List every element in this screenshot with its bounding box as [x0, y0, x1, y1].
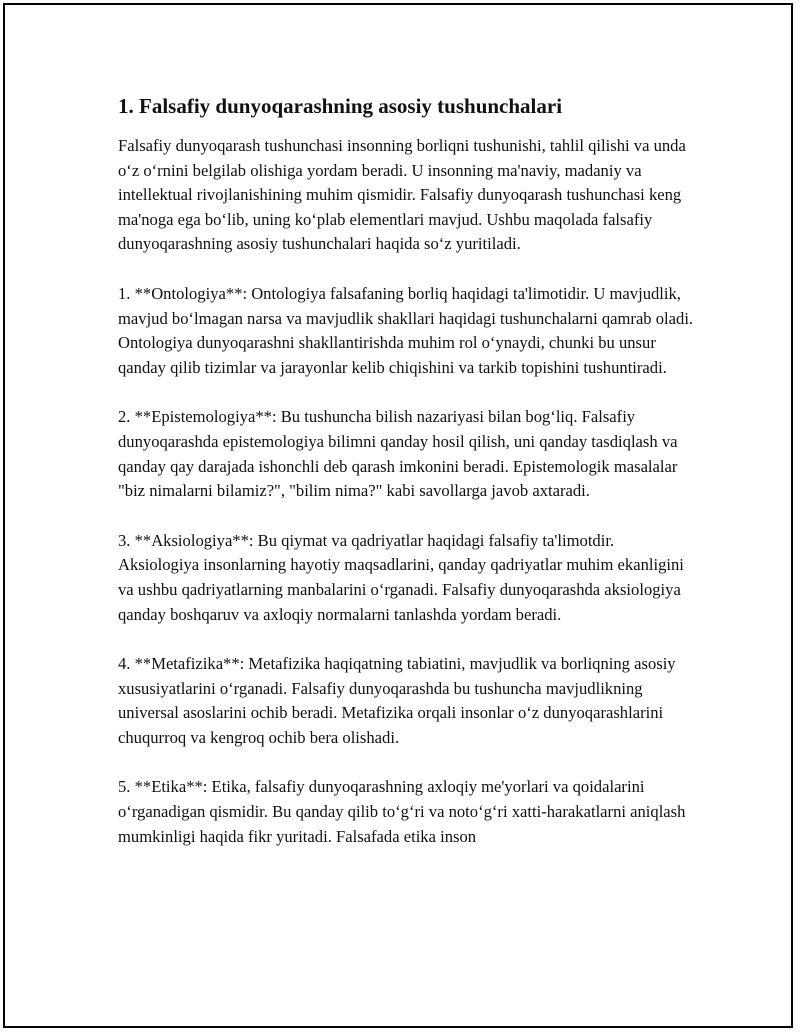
paragraph-etika: 5. **Etika**: Etika, falsafiy dunyoqarashning axloqiy me'yorlari va qoidalarini o‘rganadigan qismidir. Bu qanday qilib to‘g‘ri va noto‘g‘ri xatti-harakatlarni aniqlash mumkinligi haqida fikr yuritadi. Falsafada etika inson: [118, 777, 686, 846]
document-body: [118, 92, 698, 874]
paragraph-aksiologiya: 3. **Aksiologiya**: Bu qiymat va qadriyatlar haqidagi falsafiy ta'limotdir. Aksiologiya insonlarning hayotiy maqsadlarini, qanday qadriyatlar muhim ekanligini va ushbu qadriyatlarning manbalarini o‘rganadi. Falsafiy dunyoqarashda aksiologiya qanday boshqaruv va axloqiy normalarni tanlashda yordam beradi.: [118, 530, 684, 624]
paragraph-epistemologiya: 2. **Epistemologiya**: Bu tushuncha bilish nazariyasi bilan bog‘liq. Falsafiy dunyoqarashda epistemologiya bilimni qanday hosil qilish, uni qanday tasdiqlash va qanday qay darajada ishonchli deb qarash imkonini beradi. Epistemologik masalalar "biz nimalarni bilamiz?", "bilim nima?" kabi savollarga javob axtaradi.: [118, 407, 678, 501]
paragraph-intro: Falsafiy dunyoqarash tushunchasi insonning borliqni tushunishi, tahlil qilishi va unda o‘z o‘rnini belgilab olishiga yordam beradi. U insonning ma'naviy, madaniy va intellektual rivojlanishining muhim qismidir. Falsafiy dunyoqarash tushunchasi keng ma'noga ega bo‘lib, uning ko‘plab elementlari mavjud. Ushbu maqolada falsafiy dunyoqarashning asosiy tushunchalari haqida so‘z yuritiladi.: [118, 136, 686, 254]
paragraph-ontologiya: 1. **Ontologiya**: Ontologiya falsafaning borliq haqidagi ta'limotidir. U mavjudlik, mavjud bo‘lmagan narsa va mavjudlik shakllari haqidagi tushunchalarni qamrab oladi. Ontologiya dunyoqarashni shakllantirishda muhim rol o‘ynaydi, chunki bu unsur qanday qilib tizimlar va jarayonlar kelib chiqishini va tarkib topishini tushuntiradi.: [118, 283, 694, 377]
document-title: 1. Falsafiy dunyoqarashning asosiy tushunchalari: [118, 94, 563, 118]
paragraph-metafizika: 4. **Metafizika**: Metafizika haqiqatning tabiatini, mavjudlik va borliqning asosiy xususiyatlarini o‘rganadi. Falsafiy dunyoqarashda bu tushuncha mavjudlikning universal asoslarini ochib beradi. Metafizika orqali insonlar o‘z dunyoqarashlarini chuqurroq va kengroq ochib bera olishadi.: [118, 654, 676, 747]
